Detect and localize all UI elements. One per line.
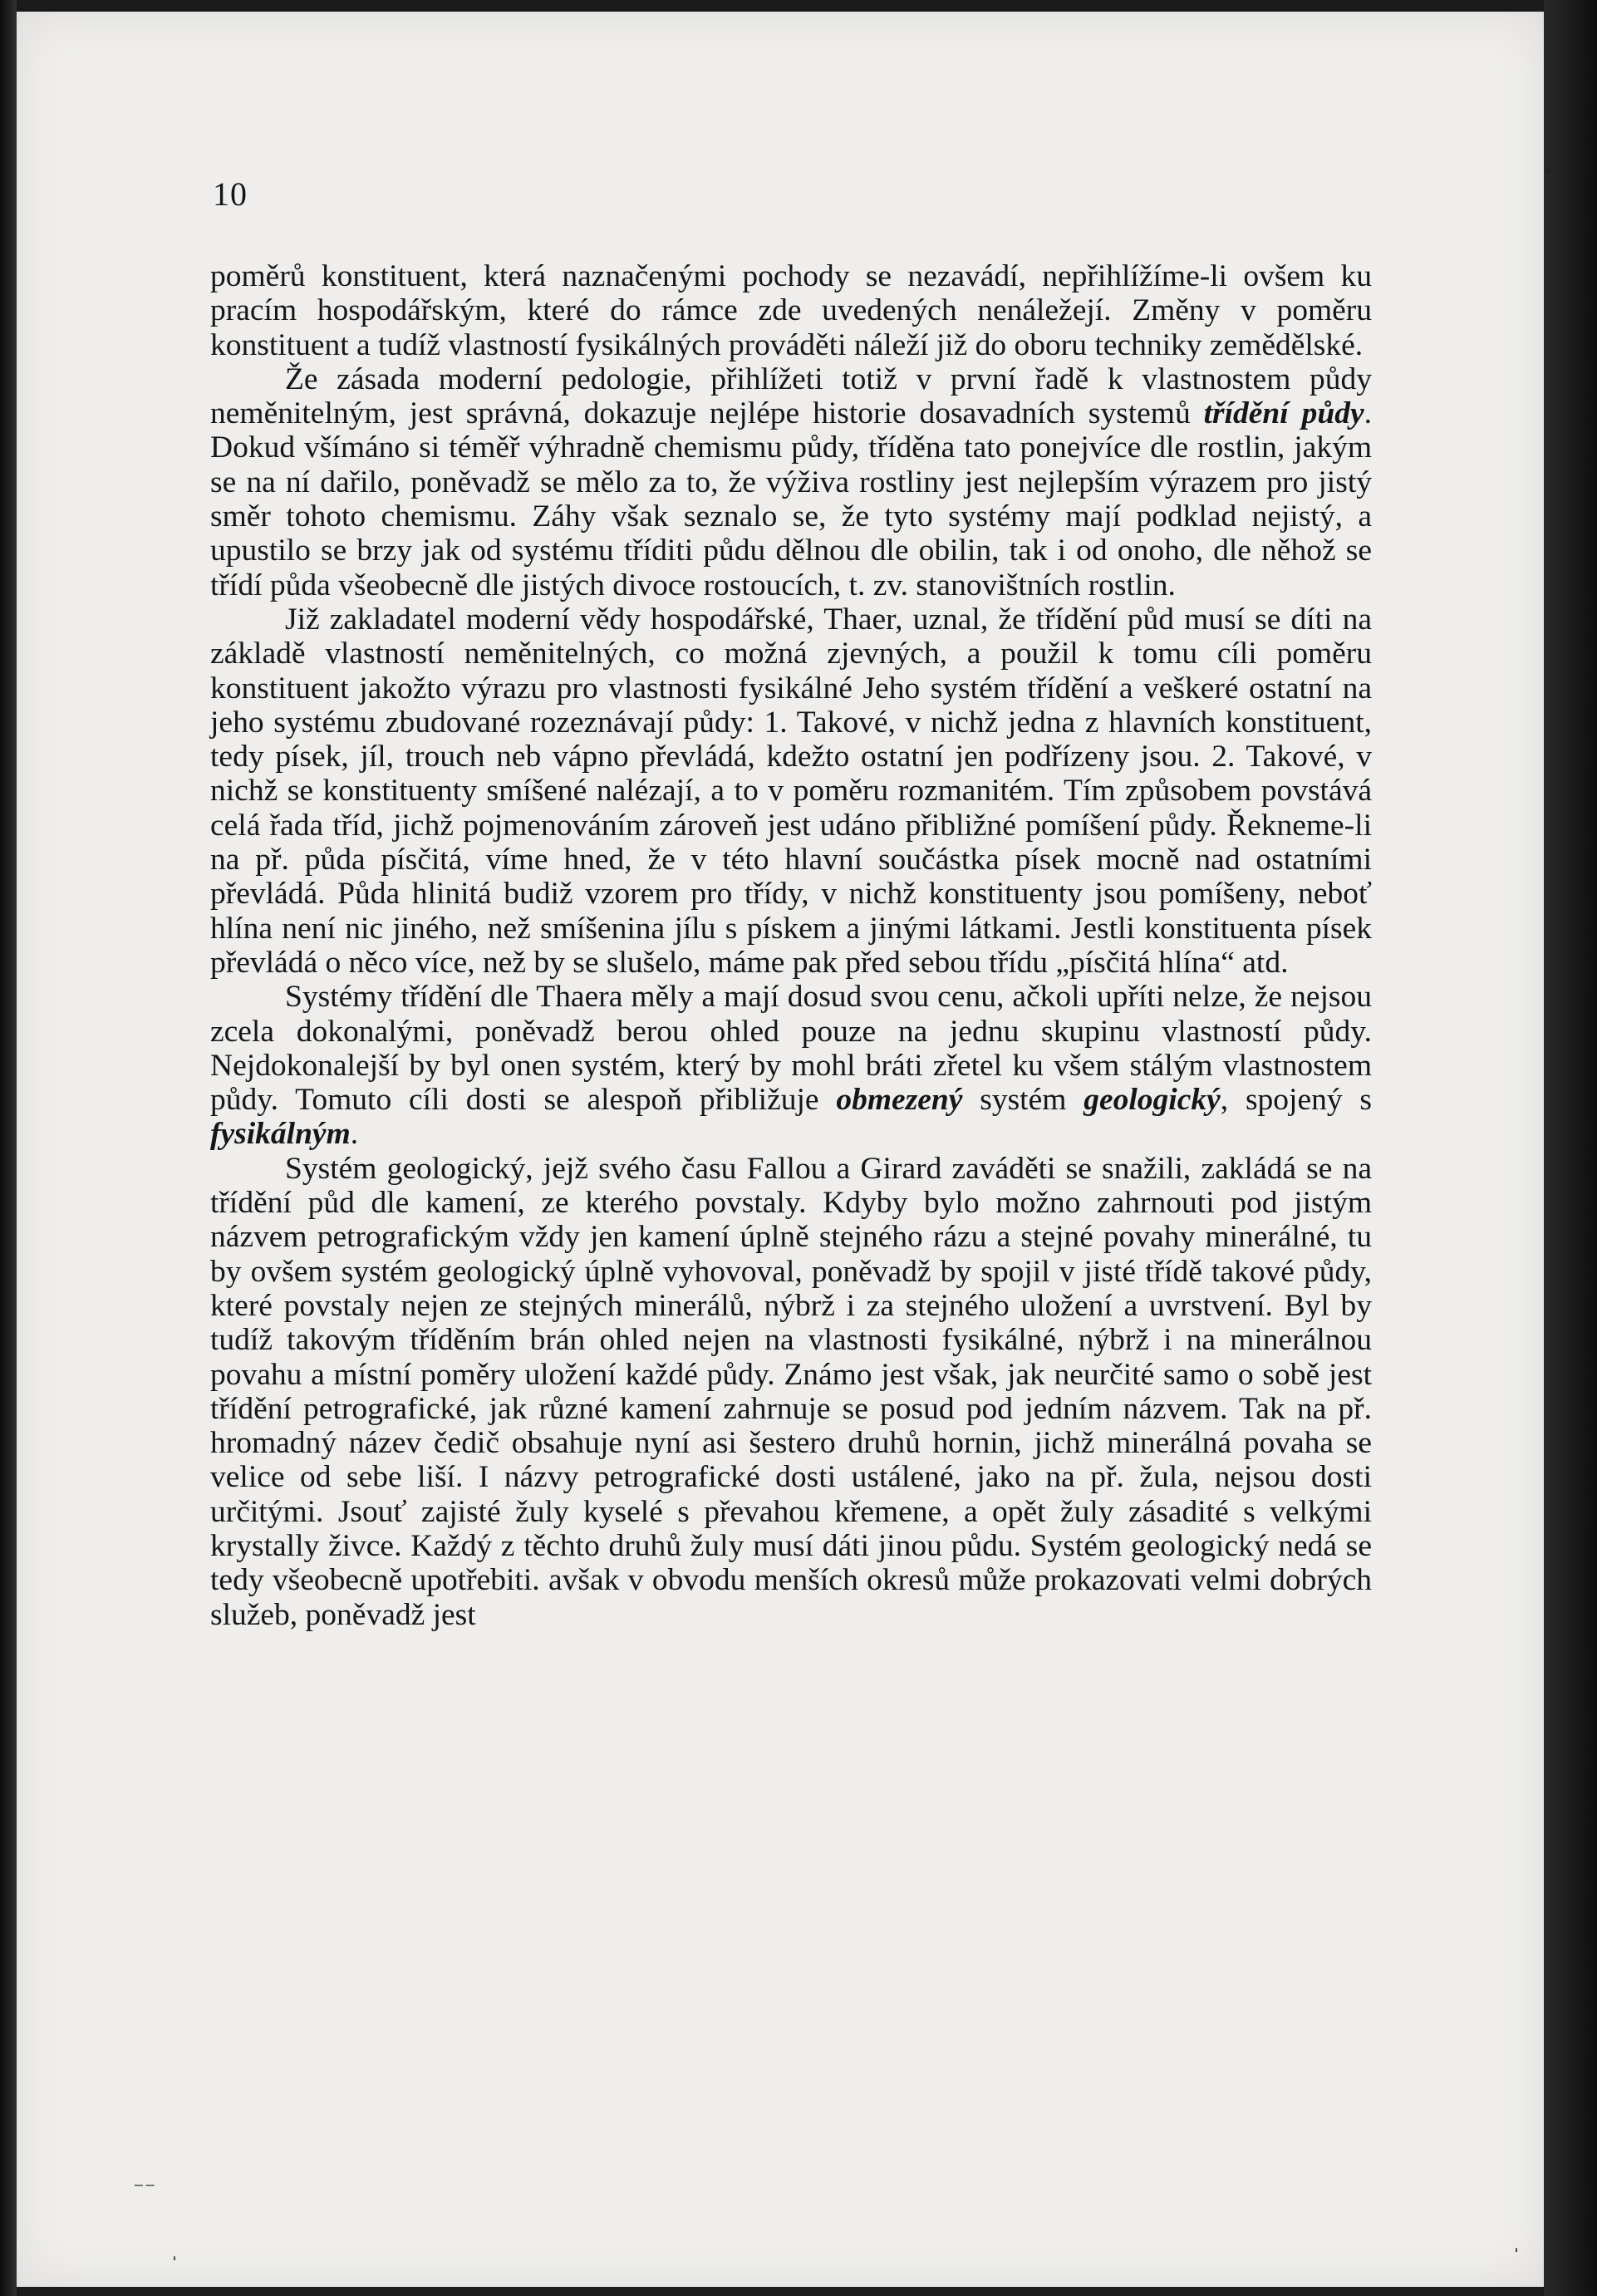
text-run: , spojený s [1220, 1083, 1373, 1118]
text-run: . Dokud všímáno si téměř výhradně chemismu půdy, tříděna tato ponejvíce dle rostlin, jakým se na ní dařilo, poněvadž se mělo za to, že výživa rostliny jest nejlepším výrazem pro jistý směr tohoto chemismu. Záhy však seznalo se, že tyto systémy mají podklad nejistý, a upustilo se brzy jak od systému tříditi půdu dělnou dle obilin, tak i od onoho, dle něhož se třídí půda všeobecně dle jistých divoce rostoucích, t. zv. stanovištních rostlin. [210, 396, 1372, 602]
paragraph [210, 602, 1372, 980]
page-number: 10 [213, 175, 248, 213]
text-run: Již zakladatel moderní vědy hospodářské, Thaer, uznal, že třídění půd musí se díti na základě vlastností neměnitelných, co možná zjevných, a použil k tomu cíli poměru konstituent jakožto výrazu pro vlastnosti fysikálné Jeho systém třídění a veškeré ostatní na jeho systému zbudované rozeznávají půdy: 1. Takové, v nichž jedna z hlavních konstituent, tedy písek, jíl, trouch neb vápno převládá, kdežto ostatní jen podřízeny jsou. 2. Takové, v nichž se konstituenty smíšené nalézají, a to v poměru rozmanitém. Tím způsobem povstává celá řada tříd, jichž pojmenováním zároveň jest udáno přibližné pomíšení půdy. Řekneme-li na př. půda písčitá, víme hned, že v této hlavní součástka písek mocně nad ostatními převládá. Půda hlinitá budiž vzorem pro třídy, v nichž konstituenty jsou pomíšeny, neboť hlína není nic jiného, než smíšenina jílu s pískem a jinými látkami. Jestli konstituenta písek převládá o něco více, než by se slušelo, máme pak před sebou třídu „písčitá hlína“ atd. [210, 602, 1372, 980]
scan-speck: ˈ [1512, 2244, 1521, 2271]
emphasized-term: geologický [1084, 1083, 1221, 1118]
emphasized-term: třídění půdy [1203, 396, 1364, 431]
text-run: Systém geologický, jejž svého času Fallou a Girard zaváděti se snažili, zakládá se na třídění půd dle kamení, ze kterého povstaly. Kdyby bylo možno zahrnouti pod jistým názvem petrografickým vždy jen kamení úplně stejného rázu a stejné povahy minerálné, tu by ovšem systém geologický úplně vyhovoval, poněvadž by spojil v jisté třídě takové půdy, které povstaly nejen ze stejných minerálů, nýbrž i za stejného uložení a uvrstvení. Byl by tudíž takovým tříděním brán ohled nejen na vlastnosti fysikálné, nýbrž i na minerálnou povahu a místní poměry uložení každé půdy. Známo jest však, jak neurčité samo o sobě jest třídění petrografické, jak různé kamení zahrnuje se posud pod jedním názvem. Tak na př. hromadný název čedič obsahuje nyní asi šestero druhů hornin, jichž minerálná povaha se velice od sebe liší. I názvy petrografické dosti ustálené, jako na př. žula, nejsou dosti určitými. Jsouť zajisté žuly kyselé s převahou křemene, a opět žuly zásadité s velkými krystally živce. Každý z těchto druhů žuly musí dáti jinou půdu. Systém geologický nedá se tedy všeobecně upotřebiti. avšak v obvodu menších okresů může prokazovati velmi dobrých služeb, poněvadž jest [210, 1151, 1372, 1632]
text-run: poměrů konstituent, která naznačenými pochody se nezavádí, nepřihlížíme-li ovšem ku pracím hospodářským, které do rámce zde uvedených nenáležejí. Změny v poměru konstituent a tudíž vlastností fysikálných prováděti náleží již do oboru techniky zemědělské. [210, 259, 1372, 362]
scan-speck: ˈ [170, 2252, 179, 2279]
paragraph [210, 980, 1372, 1151]
text-run: . [350, 1117, 359, 1152]
emphasized-term: fysikálným [210, 1117, 351, 1152]
scan-speck: ⁻⁻ [133, 2177, 156, 2201]
body-text [210, 259, 1372, 1632]
text-run: Že zásada moderní pedologie, přihlížeti totiž v první řadě k vlastnostem půdy neměnitelným, jest správná, dokazuje nejlépe historie dosavadních systemů [210, 361, 1372, 431]
paragraph [210, 1152, 1372, 1632]
scan-left-edge [0, 0, 17, 2296]
paragraph [210, 259, 1372, 362]
scan-right-edge [1544, 0, 1597, 2296]
emphasized-term: obmezený [836, 1083, 963, 1118]
paragraph [210, 362, 1372, 602]
text-run: systém [962, 1083, 1084, 1118]
text-run: Systémy třídění dle Thaera měly a mají dosud svou cenu, ačkoli upříti nelze, že nejsou zcela dokonalými, poněvadž berou ohled pouze na jednu skupinu vlastností půdy. Nejdokonalejší by byl onen systém, který by mohl bráti zřetel ku všem stálým vlastnostem půdy. Tomuto cíli dosti se alespoň přibližuje [210, 980, 1372, 1118]
scan-speck: • [1544, 158, 1553, 185]
